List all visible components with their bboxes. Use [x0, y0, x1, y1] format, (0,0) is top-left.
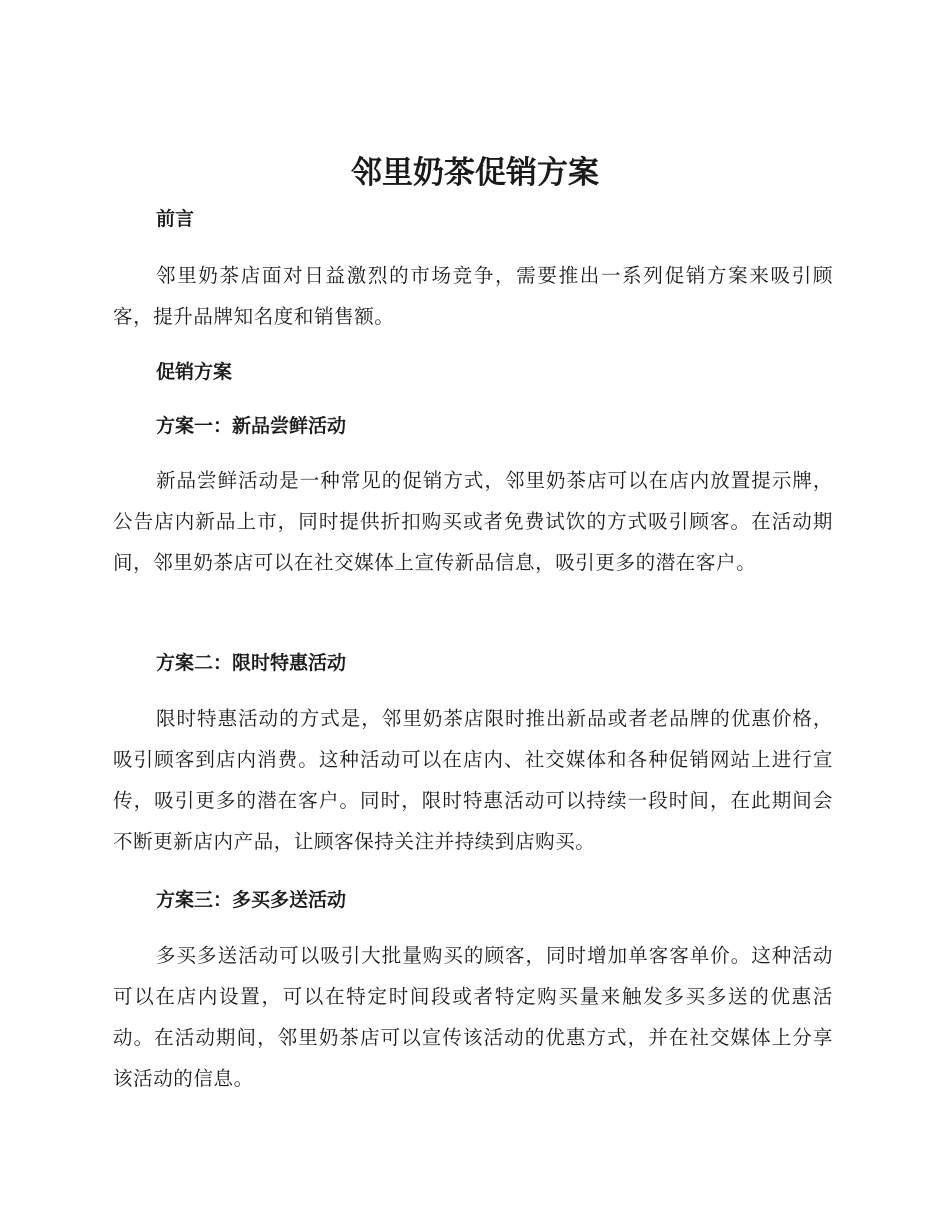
paragraph-plan-1: 新品尝鲜活动是一种常见的促销方式，邻里奶茶店可以在店内放置提示牌，公告店内新品上市，同时提供折扣购买或者免费试饮的方式吸引顾客。在活动期间，邻里奶茶店可以在社交媒体上宣传新品信息，吸引更多的潜在客户。 — [113, 469, 833, 574]
paragraph-preface: 邻里奶茶店面对日益激烈的市场竞争，需要推出一系列促销方案来吸引顾客，提升品牌知名度和销售额。 — [113, 264, 833, 328]
section-heading-plan-2: 方案二：限时特惠活动 — [156, 652, 347, 674]
paragraph-plan-2: 限时特惠活动的方式是，邻里奶茶店限时推出新品或者老品牌的优惠价格，吸引顾客到店内消费。这种活动可以在店内、社交媒体和各种促销网站上进行宣传，吸引更多的潜在客户。同时，限时特惠活动可以持续一段时间，在此期间会不断更新店内产品，让顾客保持关注并持续到店购买。 — [113, 707, 833, 853]
paragraph-plan-3: 多买多送活动可以吸引大批量购买的顾客，同时增加单客客单价。这种活动可以在店内设置，可以在特定时间段或者特定购买量来触发多买多送的优惠活动。在活动期间，邻里奶茶店可以宣传该活动的优惠方式，并在社交媒体上分享该活动的信息。 — [113, 944, 833, 1090]
section-heading-plan-3: 方案三：多买多送活动 — [156, 889, 347, 911]
section-heading-promotion: 促销方案 — [156, 361, 233, 383]
document-title: 邻里奶茶促销方案 — [351, 155, 599, 191]
section-heading-preface: 前言 — [156, 208, 195, 230]
section-heading-plan-1: 方案一：新品尝鲜活动 — [156, 415, 347, 437]
